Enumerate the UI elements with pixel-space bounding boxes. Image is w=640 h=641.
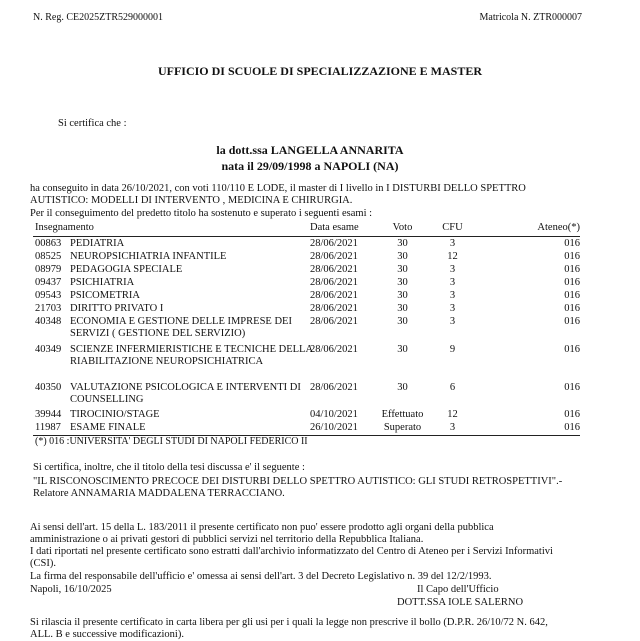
exam-date: 28/06/2021: [310, 251, 358, 262]
exam-name: PSICHIATRIA: [70, 277, 135, 288]
exam-ateneo: 016: [564, 264, 580, 275]
exam-code: 40348: [35, 316, 62, 327]
table-header-rule: [33, 236, 580, 237]
exam-voto: 30: [397, 238, 408, 249]
exam-name: SCIENZE INFERMIERISTICHE E TECNICHE DELLA RIABILITAZIONE NEUROPSICHIATRICA: [70, 344, 313, 367]
exam-voto: 30: [397, 303, 408, 314]
office-title: UFFICIO DI SCUOLE DI SPECIALIZZAZIONE E MASTER: [157, 64, 483, 78]
exam-voto: Superato: [383, 422, 422, 433]
exam-code: 09437: [35, 277, 62, 288]
footer-line-2: ALL. B e successive modificazioni).: [30, 629, 184, 640]
exam-ateneo: 016: [564, 251, 580, 262]
exam-date: 28/06/2021: [310, 316, 358, 327]
exam-voto: 30: [397, 290, 408, 301]
exam-name: ESAME FINALE: [70, 422, 146, 433]
legal-line-5: La firma del responsabile dell'ufficio e' omessa ai sensi dell'art. 3 del Decreto Legislativo n. 39 del 12/2/1993.: [30, 571, 492, 582]
matricola-number: Matricola N. ZTR000007: [479, 12, 582, 23]
exam-name: PEDIATRIA: [70, 238, 125, 249]
exam-code: 40350: [35, 382, 62, 393]
exam-code: 08525: [35, 251, 62, 262]
header-ateneo: Ateneo(*): [537, 222, 580, 233]
exam-date: 28/06/2021: [310, 382, 358, 393]
exam-voto: 30: [397, 382, 408, 393]
exam-date: 04/10/2021: [310, 409, 358, 420]
exam-voto: 30: [397, 344, 408, 355]
exam-name: TIROCINIO/STAGE: [70, 409, 160, 420]
exam-ateneo: 016: [564, 303, 580, 314]
legal-line-2: amministrazione o ai privati gestori di pubblici servizi nel territorio della Repubblica Italiana.: [30, 534, 424, 545]
exam-cfu: 3: [449, 238, 456, 249]
exam-name: VALUTAZIONE PSICOLOGICA E INTERVENTI DI COUNSELLING: [70, 382, 301, 405]
exam-date: 26/10/2021: [310, 422, 358, 433]
exam-cfu: 9: [449, 344, 456, 355]
intro-line-3: Per il conseguimento del predetto titolo ha sostenuto e superato i seguenti esami :: [30, 208, 373, 219]
exam-ateneo: 016: [564, 422, 580, 433]
exam-ateneo: 016: [564, 382, 580, 393]
intro-line-2: AUTISTICO: MODELLI DI INTERVENTO , MEDICINA E CHIRURGIA.: [30, 195, 353, 206]
signature-role: Il Capo dell'Ufficio: [417, 584, 499, 595]
table-footnote: (*) 016 :UNIVERSITA' DEGLI STUDI DI NAPOLI FEDERICO II: [35, 436, 308, 447]
header-cfu: CFU: [442, 222, 463, 233]
header-voto: Voto: [392, 222, 413, 233]
person-birth: nata il 29/09/1998 a NAPOLI (NA): [221, 159, 399, 173]
exam-cfu: 3: [449, 290, 456, 301]
exam-ateneo: 016: [564, 290, 580, 301]
exam-ateneo: 016: [564, 344, 580, 355]
legal-line-1: Ai sensi dell'art. 15 della L. 183/2011 il presente certificato non puo' essere prodotto agli organi della pubblica: [30, 522, 494, 533]
exam-code: 08979: [35, 264, 62, 275]
exam-date: 28/06/2021: [310, 303, 358, 314]
exam-date: 28/06/2021: [310, 290, 358, 301]
exam-code: 40349: [35, 344, 62, 355]
intro-line-1: ha conseguito in data 26/10/2021, con voti 110/110 E LODE, il master di I livello in I DISTURBI DELLO SPETTRO: [30, 183, 526, 194]
exam-code: 09543: [35, 290, 62, 301]
exam-voto: 30: [397, 251, 408, 262]
exam-cfu: 3: [449, 316, 456, 327]
registration-number: N. Reg. CE2025ZTR529000001: [33, 12, 163, 23]
exam-voto: Effettuato: [381, 409, 424, 420]
exam-ateneo: 016: [564, 277, 580, 288]
exam-cfu: 12: [447, 409, 458, 420]
exam-cfu: 6: [449, 382, 456, 393]
exam-name: ECONOMIA E GESTIONE DELLE IMPRESE DEI SERVIZI ( GESTIONE DEL SERVIZIO): [70, 316, 292, 339]
legal-line-3: I dati riportati nel presente certificato sono estratti dall'archivio informatizzato del Centro di Ateneo per i Servizi Informativi: [30, 546, 553, 557]
exam-voto: 30: [397, 264, 408, 275]
header-insegnamento: Insegnamento: [35, 222, 94, 233]
exam-code: 39944: [35, 409, 62, 420]
certifies-label: Si certifica che :: [58, 118, 127, 129]
exam-voto: 30: [397, 277, 408, 288]
exam-code: 11987: [35, 422, 61, 433]
footer-line-1: Si rilascia il presente certificato in carta libera per gli usi per i quali la legge non prescrive il bollo (D.P.R. 26/10/72 N. 642,: [30, 617, 548, 628]
signature-name: DOTT.SSA IOLE SALERNO: [397, 597, 524, 608]
exam-cfu: 3: [449, 264, 456, 275]
legal-line-4: (CSI).: [30, 558, 56, 569]
exam-ateneo: 016: [564, 238, 580, 249]
exam-voto: 30: [397, 316, 408, 327]
header-data: Data esame: [310, 222, 359, 233]
exam-cfu: 3: [449, 422, 456, 433]
exam-date: 28/06/2021: [310, 238, 358, 249]
exam-ateneo: 016: [564, 316, 580, 327]
exam-code: 00863: [35, 238, 62, 249]
thesis-relatore: Relatore ANNAMARIA MADDALENA TERRACCIANO.: [33, 488, 285, 499]
exam-ateneo: 016: [564, 409, 580, 420]
exam-name: NEUROPSICHIATRIA INFANTILE: [70, 251, 227, 262]
thesis-intro: Si certifica, inoltre, che il titolo della tesi discussa e' il seguente :: [33, 462, 305, 473]
exam-name: DIRITTO PRIVATO I: [70, 303, 164, 314]
place-date: Napoli, 16/10/2025: [30, 584, 112, 595]
exam-date: 28/06/2021: [310, 344, 358, 355]
exam-date: 28/06/2021: [310, 277, 358, 288]
exam-cfu: 12: [447, 251, 458, 262]
exam-date: 28/06/2021: [310, 264, 358, 275]
thesis-title: "IL RISCONOSCIMENTO PRECOCE DEI DISTURBI DELLO SPETTRO AUTISTICO: GLI STUDI RETROSPETTIVI".-: [33, 476, 563, 487]
exam-name: PEDAGOGIA SPECIALE: [70, 264, 183, 275]
exam-cfu: 3: [449, 303, 456, 314]
exam-name: PSICOMETRIA: [70, 290, 141, 301]
exam-cfu: 3: [449, 277, 456, 288]
person-name: la dott.ssa LANGELLA ANNARITA: [216, 143, 404, 157]
exam-code: 21703: [35, 303, 62, 314]
